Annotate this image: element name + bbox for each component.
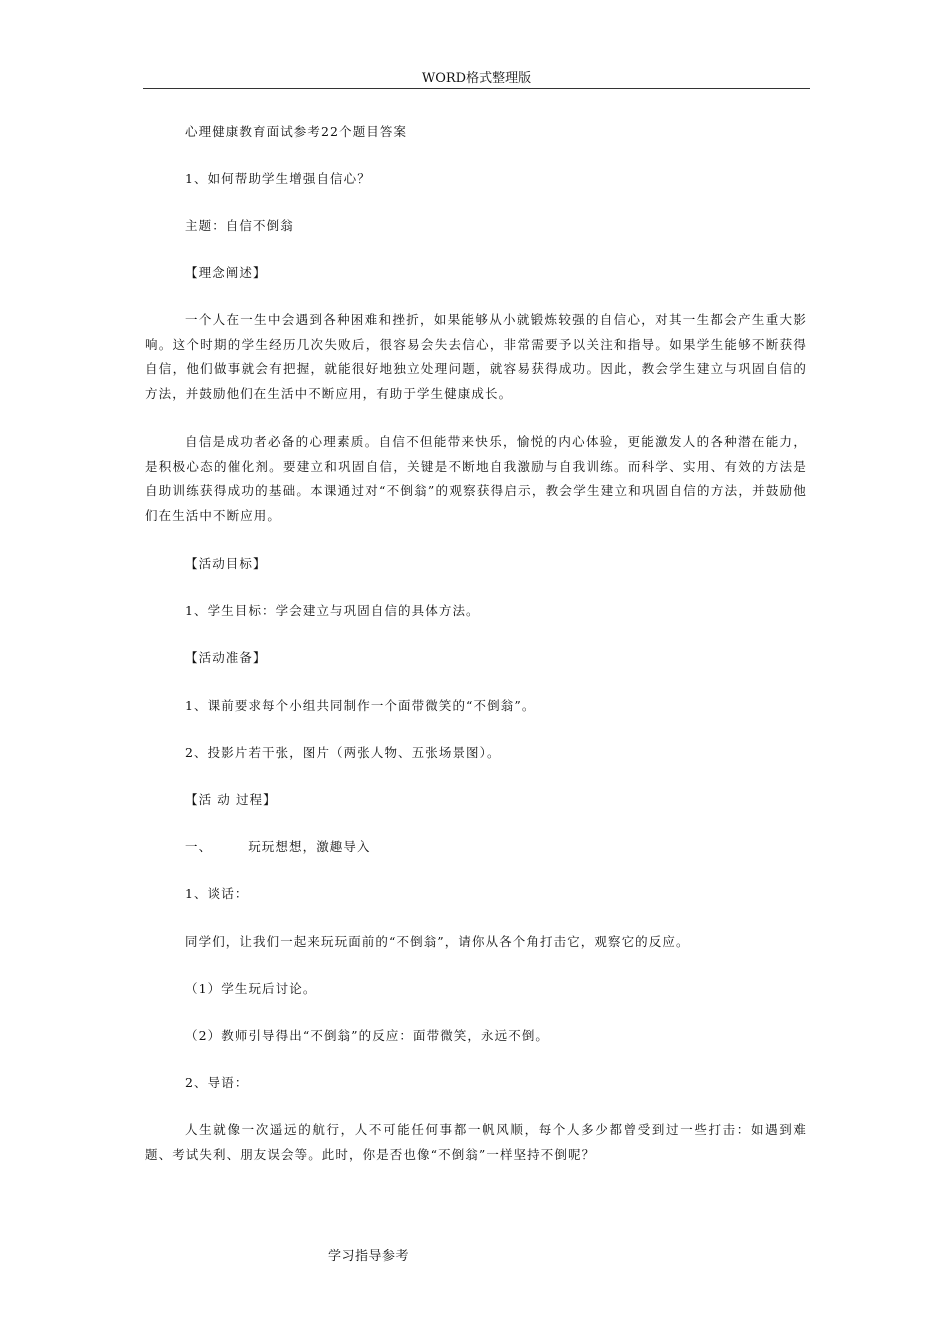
concept-paragraph-1: 一个人在一生中会遇到各种困难和挫折，如果能够从小就锻炼较强的自信心，对其一生都会产生重大影响。这个时期的学生经历几次失败后，很容易会失去信心，非常需要予以关注和指导。如果学生能够不断获得自信，他们做事就会有把握，就能很好地独立处理问题，就容易获得成功。因此，教会学生建立与巩固自信的方法，并鼓励他们在生活中不断应用，有助于学生健康成长。 [145,312,807,401]
guide-paragraph: 人生就像一次遥远的航行，人不可能任何事都一帆风顺，每个人多少都曾受到过一些打击：如遇到难题、考试失利、朋友误会等。此时，你是否也像“不倒翁”一样坚持不倒呢？ [145,1122,807,1162]
process-step-1 [185,839,371,855]
talk-item-b: （2）教师引导得出“不倒翁”的反应：面带微笑，永远不倒。 [185,1028,550,1043]
theme-line: 主题：自信不倒翁 [185,218,294,233]
process-step-1-text: 玩玩想想，激趣导入 [248,839,371,854]
section-concept-heading: 【理念阐述】 [185,265,267,280]
process-step-1-number: 一、 [185,839,213,854]
document-title: 心理健康教育面试参考22个题目答案 [185,124,408,139]
section-goal-heading: 【活动目标】 [185,556,267,571]
goal-item-1: 1、学生目标：学会建立与巩固自信的具体方法。 [185,603,480,618]
page-header: WORD格式整理版 [143,70,810,89]
prep-item-1: 1、课前要求每个小组共同制作一个面带微笑的“不倒翁”。 [185,698,536,713]
section-process-heading: 【活 动 过程】 [185,792,277,807]
talk-heading: 1、谈话： [185,886,249,901]
talk-item-a: （1）学生玩后讨论。 [185,981,317,996]
guide-heading: 2、导语： [185,1075,249,1090]
question-1: 1、如何帮助学生增强自信心？ [185,171,371,186]
concept-paragraph-2: 自信是成功者必备的心理素质。自信不但能带来快乐，愉悦的内心体验，更能激发人的各种潜在能力，是积极心态的催化剂。要建立和巩固自信，关键是不断地自我激励与自我训练。而科学、实用、有效的方法是自助训练获得成功的基础。本课通过对“不倒翁”的观察获得启示，教会学生建立和巩固自信的方法，并鼓励他们在生活中不断应用。 [145,434,807,523]
talk-text: 同学们，让我们一起来玩玩面前的“不倒翁”，请你从各个角打击它，观察它的反应。 [185,934,690,949]
prep-item-2: 2、投影片若干张，图片（两张人物、五张场景图）。 [185,745,501,760]
page-footer: 学习指导参考 [328,1249,410,1264]
section-prep-heading: 【活动准备】 [185,650,267,665]
